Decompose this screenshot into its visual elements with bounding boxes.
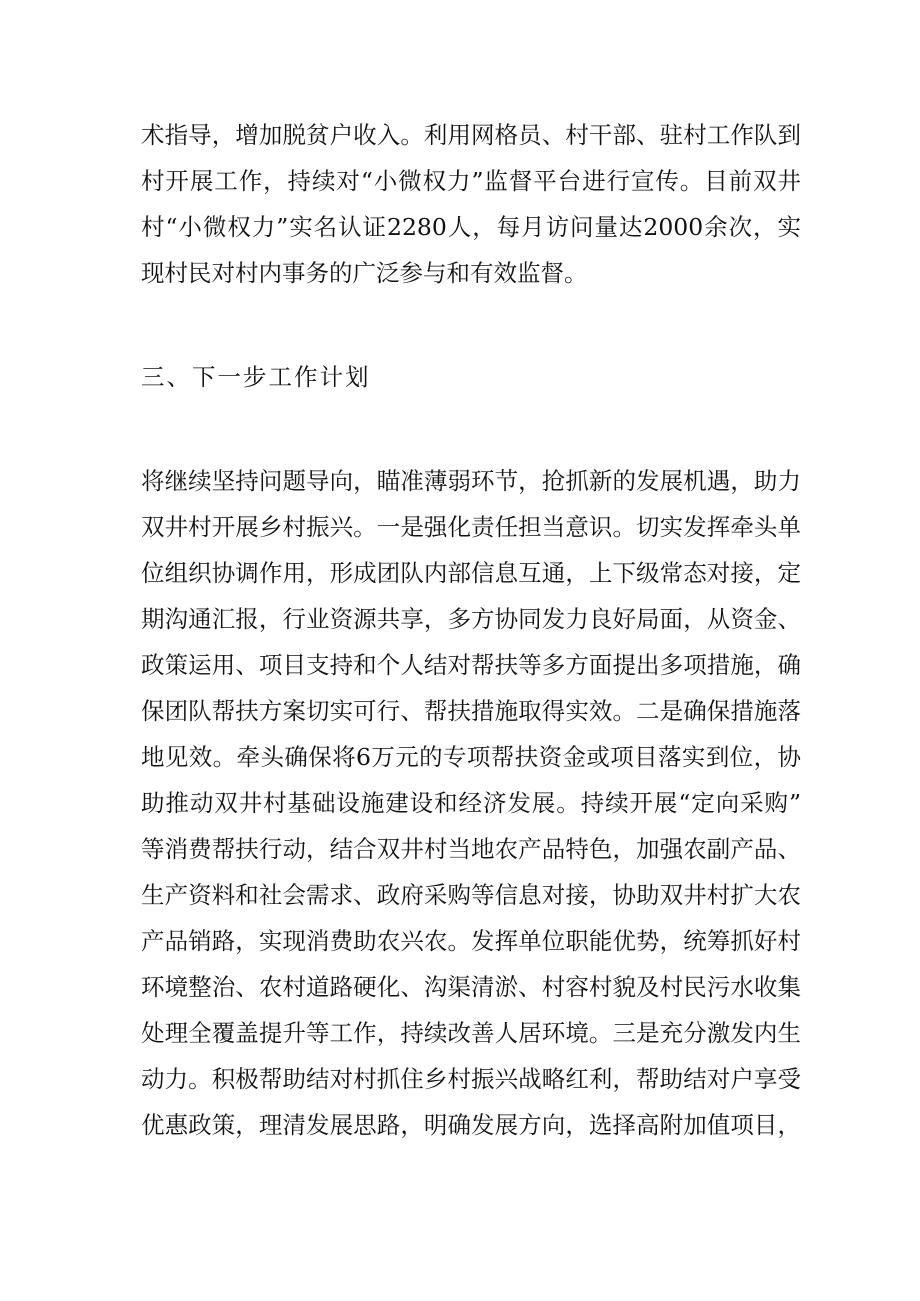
paragraph-1-line-4: 现村民对村内事务的广泛参与和有效监督。 bbox=[141, 259, 588, 287]
paragraph-2-line-6: 保团队帮扶方案切实可行、帮扶措施取得实效。二是确保措施落 bbox=[141, 697, 801, 725]
paragraph-2-line-8: 助推动双井村基础设施建设和经济发展。持续开展“定向采购” bbox=[141, 789, 801, 817]
paragraph-2-line-12: 环境整治、农村道路硬化、沟渠清淤、村容村貌及村民污水收集 bbox=[141, 973, 801, 1001]
paragraph-1-line-3: 村“小微权力”实名认证2280人，每月访问量达2000余次，实 bbox=[141, 213, 801, 241]
paragraph-2-line-7: 地见效。牵头确保将6万元的专项帮扶资金或项目落实到位，协 bbox=[141, 743, 801, 771]
paragraph-2-line-14: 动力。积极帮助结对村抓住乡村振兴战略红利，帮助结对户享受 bbox=[141, 1065, 801, 1093]
paragraph-2-line-10: 生产资料和社会需求、政府采购等信息对接，协助双井村扩大农 bbox=[141, 881, 801, 909]
paragraph-2-line-2: 双井村开展乡村振兴。一是强化责任担当意识。切实发挥牵头单 bbox=[141, 513, 801, 541]
section-heading: 三、下一步工作计划 bbox=[141, 363, 371, 391]
paragraph-2-line-4: 期沟通汇报，行业资源共享，多方协同发力良好局面，从资金、 bbox=[141, 605, 801, 633]
paragraph-1-line-1: 术指导，增加脱贫户收入。利用网格员、村干部、驻村工作队到 bbox=[141, 121, 801, 149]
paragraph-2-line-15: 优惠政策，理清发展思路，明确发展方向，选择高附加值项目， bbox=[141, 1111, 801, 1139]
paragraph-2-line-5: 政策运用、项目支持和个人结对帮扶等多方面提出多项措施，确 bbox=[141, 651, 801, 679]
paragraph-2-line-3: 位组织协调作用，形成团队内部信息互通，上下级常态对接，定 bbox=[141, 559, 801, 587]
paragraph-1-line-2: 村开展工作，持续对“小微权力”监督平台进行宣传。目前双井 bbox=[141, 167, 801, 195]
paragraph-2-line-1: 将继续坚持问题导向，瞄准薄弱环节，抢抓新的发展机遇，助力 bbox=[141, 467, 801, 495]
paragraph-2-line-11: 产品销路，实现消费助农兴农。发挥单位职能优势，统筹抓好村 bbox=[141, 927, 801, 955]
paragraph-2-line-9: 等消费帮扶行动，结合双井村当地农产品特色，加强农副产品、 bbox=[141, 835, 801, 863]
paragraph-2-line-13: 处理全覆盖提升等工作，持续改善人居环境。三是充分激发内生 bbox=[141, 1019, 801, 1047]
